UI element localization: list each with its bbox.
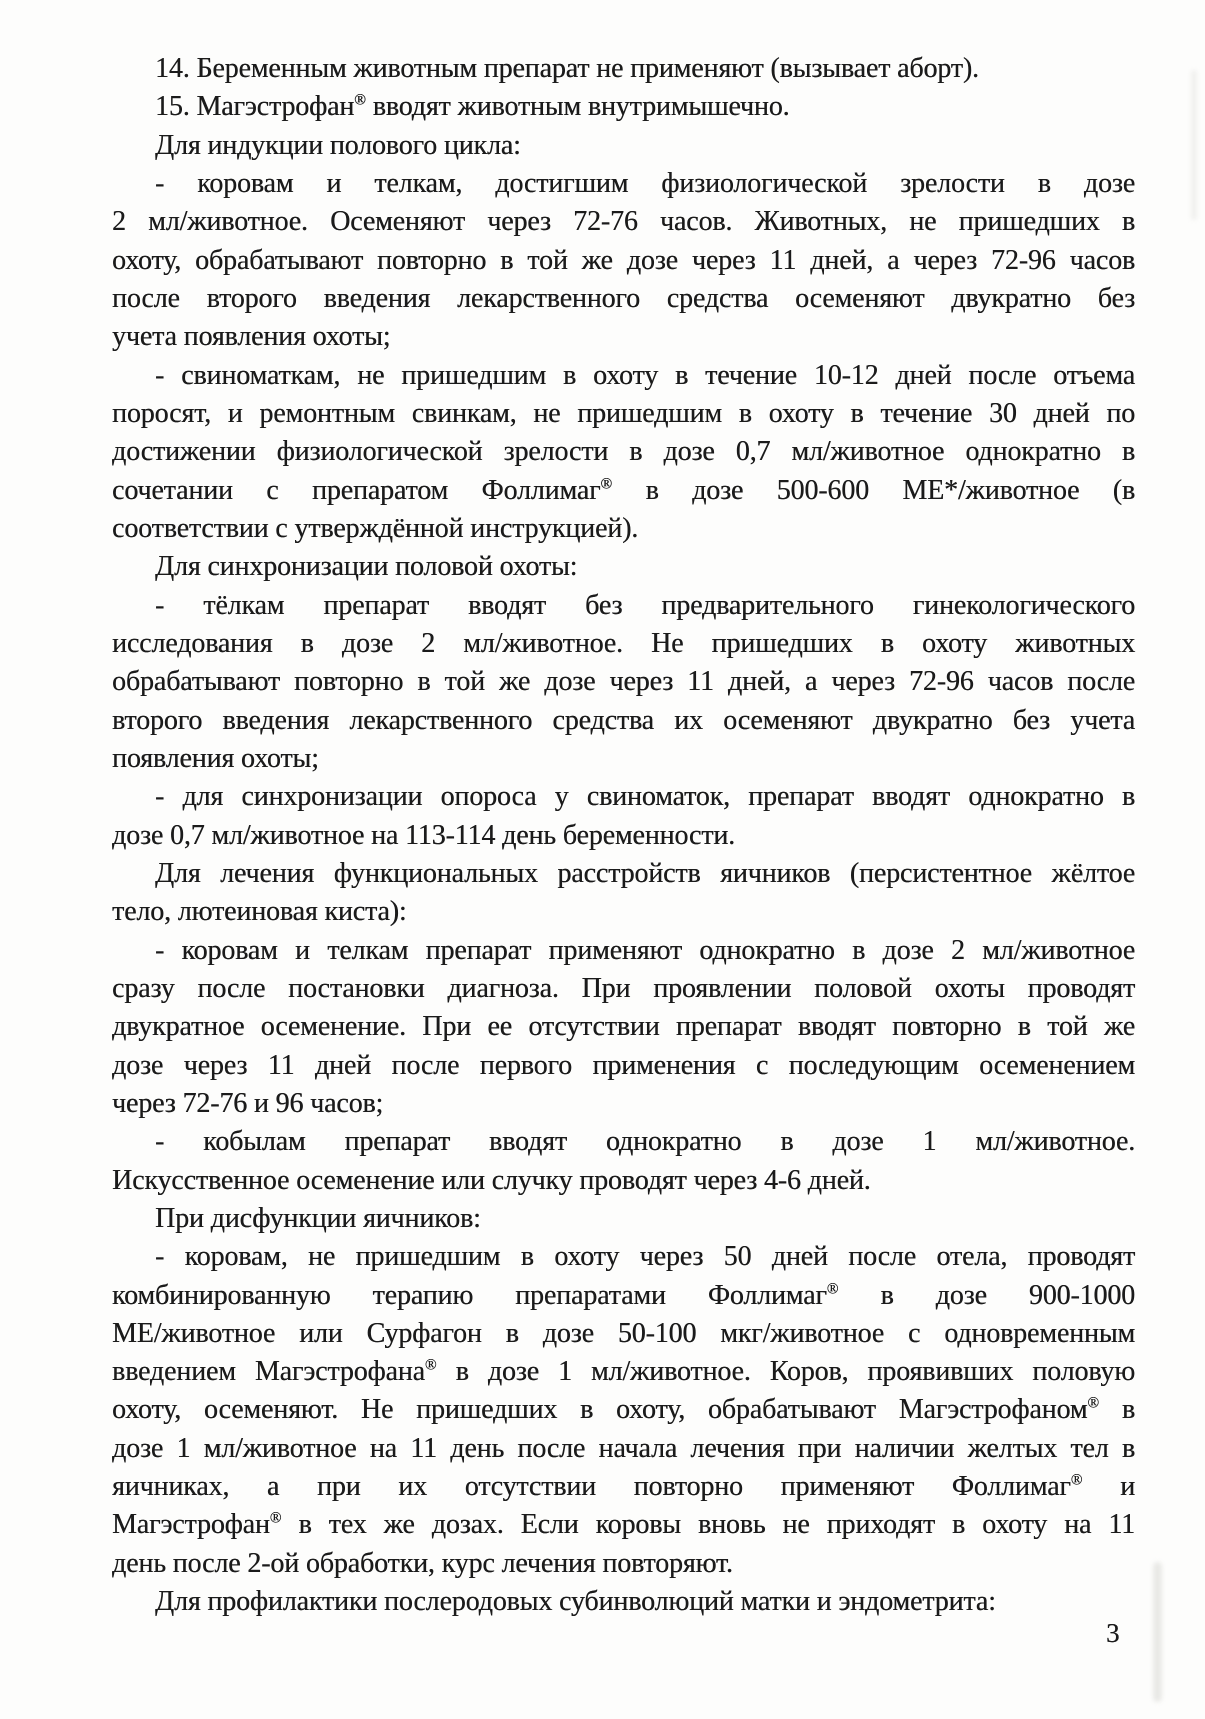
text-line: МЕ/животное или Сурфагон в дозе 50-100 мкг/животное с одновременным — [112, 1317, 1135, 1349]
text-line: сразу после постановки диагноза. При проявлении половой охоты проводят — [112, 972, 1135, 1004]
text-line: охоту, осеменяют. Не пришедших в охоту, обрабатывают Магэстрофаном® в — [112, 1394, 1136, 1426]
text-line: 2 мл/животное. Осеменяют через 72-76 часов. Животных, не пришедших в — [112, 206, 1135, 238]
text-line: день после 2-ой обработки, курс лечения повторяют. — [112, 1547, 733, 1579]
text-line: Для индукции полового цикла: — [155, 129, 521, 161]
text-line: после второго введения лекарственного средства осеменяют двукратно без — [112, 282, 1135, 314]
text-line: 15. Магэстрофан® вводят животным внутримышечно. — [155, 91, 790, 123]
text-line: Магэстрофан® в тех же дозах. Если коровы вновь не приходят в охоту на 11 — [112, 1509, 1135, 1541]
text-line: поросят, и ремонтным свинкам, не пришедшим в охоту в течение 30 дней по — [112, 397, 1135, 429]
text-line: При дисфункции яичников: — [155, 1202, 481, 1234]
text-line: дозе 0,7 мл/животное на 113-114 день беременности. — [112, 819, 735, 851]
text-line: Для синхронизации половой охоты: — [155, 551, 578, 583]
text-line: - коровам и телкам препарат применяют однократно в дозе 2 мл/животное — [155, 934, 1135, 966]
text-line: через 72-76 и 96 часов; — [112, 1087, 384, 1119]
text-line: исследования в дозе 2 мл/животное. Не пришедших в охоту животных — [112, 627, 1135, 659]
registered-trademark-symbol: ® — [826, 1280, 839, 1298]
text-line: второго введения лекарственного средства их осеменяют двукратно без учета — [112, 704, 1135, 736]
registered-trademark-symbol: ® — [354, 92, 366, 109]
registered-trademark-symbol: ® — [269, 1510, 282, 1528]
text-line: соответствии с утверждённой инструкцией). — [112, 512, 639, 544]
text-line: тело, лютеиновая киста): — [112, 896, 407, 928]
text-line: - кобылам препарат вводят однократно в дозе 1 мл/животное. — [155, 1126, 1135, 1158]
text-line: комбинированную терапию препаратами Фоллимаг® в дозе 900-1000 — [112, 1279, 1135, 1311]
text-line: учета появления охоты; — [112, 321, 391, 353]
registered-trademark-symbol: ® — [1070, 1471, 1083, 1489]
text-line: введением Магэстрофана® в дозе 1 мл/животное. Коров, проявивших половую — [112, 1356, 1135, 1388]
registered-trademark-symbol: ® — [1087, 1395, 1100, 1413]
text-line: двукратное осеменение. При ее отсутствии препарат вводят повторно в той же — [112, 1011, 1135, 1043]
text-line: сочетании с препаратом Фоллимаг® в дозе 500-600 МЕ*/животное (в — [112, 474, 1135, 506]
text-line: обрабатывают повторно в той же дозе через 11 дней, а через 72-96 часов после — [112, 666, 1135, 698]
text-line: дозе 1 мл/животное на 11 день после начала лечения при наличии желтых тел в — [112, 1432, 1135, 1464]
scan-artifact-streak — [1191, 70, 1197, 220]
scan-artifact-streak — [1153, 1562, 1162, 1702]
text-line: - коровам и телкам, достигшим физиологической зрелости в дозе — [155, 167, 1135, 199]
registered-trademark-symbol: ® — [424, 1356, 437, 1374]
text-line: - свиноматкам, не пришедшим в охоту в течение 10-12 дней после отъема — [155, 359, 1135, 391]
text-line: появления охоты; — [112, 742, 319, 774]
text-line: Искусственное осеменение или случку проводят через 4-6 дней. — [112, 1164, 871, 1196]
text-line: охоту, обрабатывают повторно в той же дозе через 11 дней, а через 72-96 часов — [112, 244, 1135, 276]
page-number: 3 — [1106, 1618, 1120, 1648]
text-line: Для лечения функциональных расстройств яичников (персистентное жёлтое — [155, 857, 1135, 889]
text-line: - коровам, не пришедшим в охоту через 50 дней после отела, проводят — [155, 1241, 1135, 1273]
text-line: - для синхронизации опороса у свиноматок, препарат вводят однократно в — [155, 781, 1135, 813]
text-line: Для профилактики послеродовых субинволюций матки и эндометрита: — [155, 1586, 996, 1618]
text-block — [112, 50, 1135, 1621]
registered-trademark-symbol: ® — [600, 475, 613, 493]
text-line: 14. Беременным животным препарат не применяют (вызывает аборт). — [155, 53, 979, 84]
text-line: - тёлкам препарат вводят без предварительного гинекологического — [155, 589, 1135, 621]
text-line: достижении физиологической зрелости в дозе 0,7 мл/животное однократно в — [112, 436, 1135, 468]
text-line: дозе через 11 дней после первого применения с последующим осеменением — [112, 1049, 1135, 1081]
text-line: яичниках, а при их отсутствии повторно применяют Фоллимаг® и — [112, 1471, 1136, 1503]
